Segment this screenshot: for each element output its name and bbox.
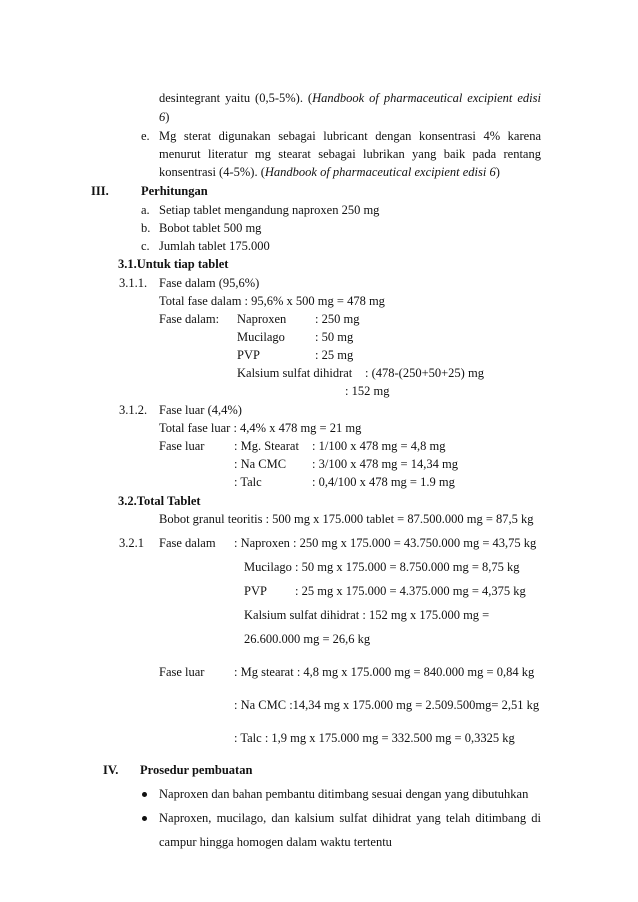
fase-luar-mg: : Mg stearat : 4,8 mg x 175.000 mg = 840.000 mg = 0,84 kg [234, 665, 535, 679]
s311-row-naproxen-name: Naproxen [237, 312, 287, 326]
reference-italic: Handbook of pharmaceutical excipient edisi [312, 91, 541, 105]
s311-row-mucilago-value: : 50 mg [315, 330, 354, 344]
section-4-title: Prosedur pembuatan [140, 763, 253, 777]
s311-row-kalsium-value: : (478-(250+50+25) mg [365, 366, 484, 380]
top-line-1: desintegrant yaitu (0,5-5%). (Handbook of pharmaceutical excipient edisi [159, 91, 541, 105]
item-e-line-1: Mg sterat digunakan sebagai lubricant dengan konsentrasi 4% karena [159, 129, 541, 143]
s312-title: Fase luar (4,4%) [159, 403, 242, 417]
list-item-c: Jumlah tablet 175.000 [159, 239, 270, 253]
bobot-granul: Bobot granul teoritis : 500 mg x 175.000 tablet = 87.500.000 mg = 87,5 kg [159, 512, 534, 526]
section-3-number: III. [91, 184, 109, 198]
s312-row-mg-name: : Mg. Stearat [234, 439, 299, 453]
s321-mucilago: Mucilago : 50 mg x 175.000 = 8.750.000 mg = 8,75 kg [244, 560, 520, 574]
fase-luar-label: Fase luar [159, 665, 205, 679]
s321-label: Fase dalam [159, 536, 216, 550]
s312-total: Total fase luar : 4,4% x 478 mg = 21 mg [159, 421, 362, 435]
list-marker-b: b. [141, 221, 151, 235]
bullet-1-icon [142, 792, 147, 797]
s312-row-talc-name: : Talc [234, 475, 262, 489]
list-item-b: Bobot tablet 500 mg [159, 221, 262, 235]
bullet-2-icon [142, 816, 147, 821]
s321-naproxen: : Naproxen : 250 mg x 175.000 = 43.750.000 mg = 43,75 kg [234, 536, 537, 550]
section-4-number: IV. [103, 763, 119, 777]
subsection-3-1-title: 3.1.Untuk tiap tablet [118, 257, 229, 271]
s321-number: 3.2.1 [119, 536, 144, 550]
s311-row-mucilago-name: Mucilago [237, 330, 285, 344]
s311-row-naproxen-value: : 250 mg [315, 312, 360, 326]
s321-pvp-value: : 25 mg x 175.000 = 4.375.000 mg = 4,375 kg [295, 584, 526, 598]
s312-number: 3.1.2. [119, 403, 148, 417]
top-line-2: 6) [159, 110, 170, 124]
s311-total: Total fase dalam : 95,6% x 500 mg = 478 mg [159, 294, 385, 308]
list-item-a: Setiap tablet mengandung naproxen 250 mg [159, 203, 380, 217]
bullet-1-text: Naproxen dan bahan pembantu ditimbang sesuai dengan yang dibutuhkan [159, 787, 529, 801]
s312-label: Fase luar [159, 439, 205, 453]
list-marker-c: c. [141, 239, 150, 253]
fase-luar-nacmc: : Na CMC :14,34 mg x 175.000 mg = 2.509.500mg= 2,51 kg [234, 698, 540, 712]
s321-kalsium-result: 26.600.000 mg = 26,6 kg [244, 632, 371, 646]
item-e-line-2: menurut literatur mg stearat sebagai lubrikan yang baik pada rentang [159, 147, 541, 161]
s311-row-pvp-name: PVP [237, 348, 260, 362]
s311-row-kalsium-name: Kalsium sulfat dihidrat [237, 366, 353, 380]
bullet-2-line-2: campur hingga homogen dalam waktu tertentu [159, 835, 392, 849]
fase-luar-talc: : Talc : 1,9 mg x 175.000 mg = 332.500 mg = 0,3325 kg [234, 731, 515, 745]
section-3-title: Perhitungan [141, 184, 208, 198]
s312-row-mg-value: : 1/100 x 478 mg = 4,8 mg [312, 439, 446, 453]
s312-row-talc-value: : 0,4/100 x 478 mg = 1.9 mg [312, 475, 455, 489]
list-marker-a: a. [141, 203, 150, 217]
s321-pvp-name: PVP [244, 584, 267, 598]
s311-number: 3.1.1. [119, 276, 148, 290]
s321-kalsium: Kalsium sulfat dihidrat : 152 mg x 175.000 mg = [244, 608, 490, 622]
list-marker-e: e. [141, 129, 150, 143]
item-e-line-3: konsentrasi (4-5%). (Handbook of pharmaceutical excipient edisi 6) [159, 165, 500, 179]
s311-row-pvp-value: : 25 mg [315, 348, 354, 362]
subsection-3-2-title: 3.2.Total Tablet [118, 494, 201, 508]
s312-row-nacmc-name: : Na CMC [234, 457, 287, 471]
s311-title: Fase dalam (95,6%) [159, 276, 260, 290]
bullet-2-line-1: Naproxen, mucilago, dan kalsium sulfat dihidrat yang telah ditimbang di [159, 811, 541, 825]
s311-label: Fase dalam: [159, 312, 220, 326]
s312-row-nacmc-value: : 3/100 x 478 mg = 14,34 mg [312, 457, 458, 471]
s311-result: : 152 mg [345, 384, 390, 398]
